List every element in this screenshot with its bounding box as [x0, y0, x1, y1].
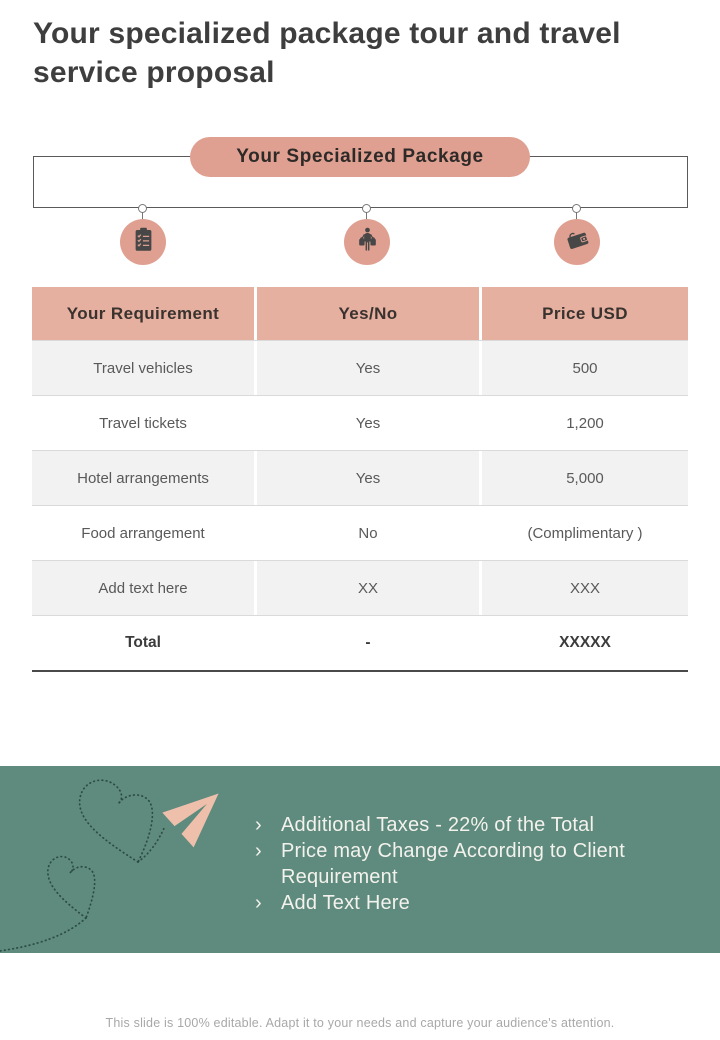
table-row [32, 395, 688, 450]
cell-yesno: Yes [257, 341, 479, 395]
notes-list [255, 812, 647, 916]
note-item [255, 812, 647, 838]
cell-requirement: Travel tickets [99, 414, 187, 432]
cell-total-label: Total [125, 634, 161, 651]
cell-yesno: No [358, 524, 378, 542]
table-header-row [32, 287, 688, 340]
wallet-icon [564, 226, 591, 258]
cell-yesno: XX [257, 561, 479, 615]
table-row-total [32, 615, 688, 670]
table-bottom-border [32, 670, 688, 672]
connector-dot-right [572, 204, 581, 213]
note-text: Additional Taxes - 22% of the Total [281, 814, 595, 836]
table-header-price: Price USD [482, 287, 688, 340]
note-item [255, 890, 647, 916]
cell-total-yesno: - [365, 634, 371, 651]
table-row [32, 340, 688, 395]
traveler-luggage-icon [354, 226, 381, 258]
clipboard-checklist-icon [130, 226, 157, 258]
table-header-requirement: Your Requirement [32, 287, 254, 340]
page-title: Your specialized package tour and travel service proposal [33, 17, 621, 89]
cell-yesno: Yes [257, 451, 479, 505]
cell-price: 1,200 [566, 414, 604, 432]
cell-requirement: Travel vehicles [32, 341, 254, 395]
requirement-icon-badge [120, 219, 166, 265]
cell-requirement: Hotel arrangements [32, 451, 254, 505]
package-band-label [190, 137, 530, 177]
cell-price: XXX [482, 561, 688, 615]
cell-price: (Complimentary ) [527, 524, 643, 542]
chevron-bullet-icon: › [255, 814, 262, 836]
editable-note-footer: This slide is 100% editable. Adapt it to your needs and capture your audience's attention. [105, 1016, 615, 1030]
notes-banner [0, 766, 720, 953]
chevron-bullet-icon: › [255, 892, 262, 914]
note-item [255, 838, 647, 890]
table-row [32, 450, 688, 505]
price-icon-badge [554, 219, 600, 265]
table-header-yesno: Yes/No [257, 287, 479, 340]
cell-price: 5,000 [482, 451, 688, 505]
note-text: Price may Change According to Client Requirement [281, 840, 626, 888]
table-row [32, 560, 688, 615]
connector-dot-middle [362, 204, 371, 213]
cell-price: 500 [482, 341, 688, 395]
cell-yesno: Yes [355, 414, 381, 432]
yesno-icon-badge [344, 219, 390, 265]
connector-dot-left [138, 204, 147, 213]
chevron-bullet-icon: › [255, 840, 262, 862]
note-text: Add Text Here [281, 892, 410, 914]
cell-total-price: XXXXX [559, 634, 611, 651]
cell-requirement: Food arrangement [81, 524, 205, 542]
pricing-table [32, 287, 688, 672]
package-band-label-text: Your Specialized Package [236, 146, 484, 167]
table-row [32, 505, 688, 560]
cell-requirement: Add text here [32, 561, 254, 615]
paper-plane-with-heart-trail-icon [0, 766, 280, 953]
